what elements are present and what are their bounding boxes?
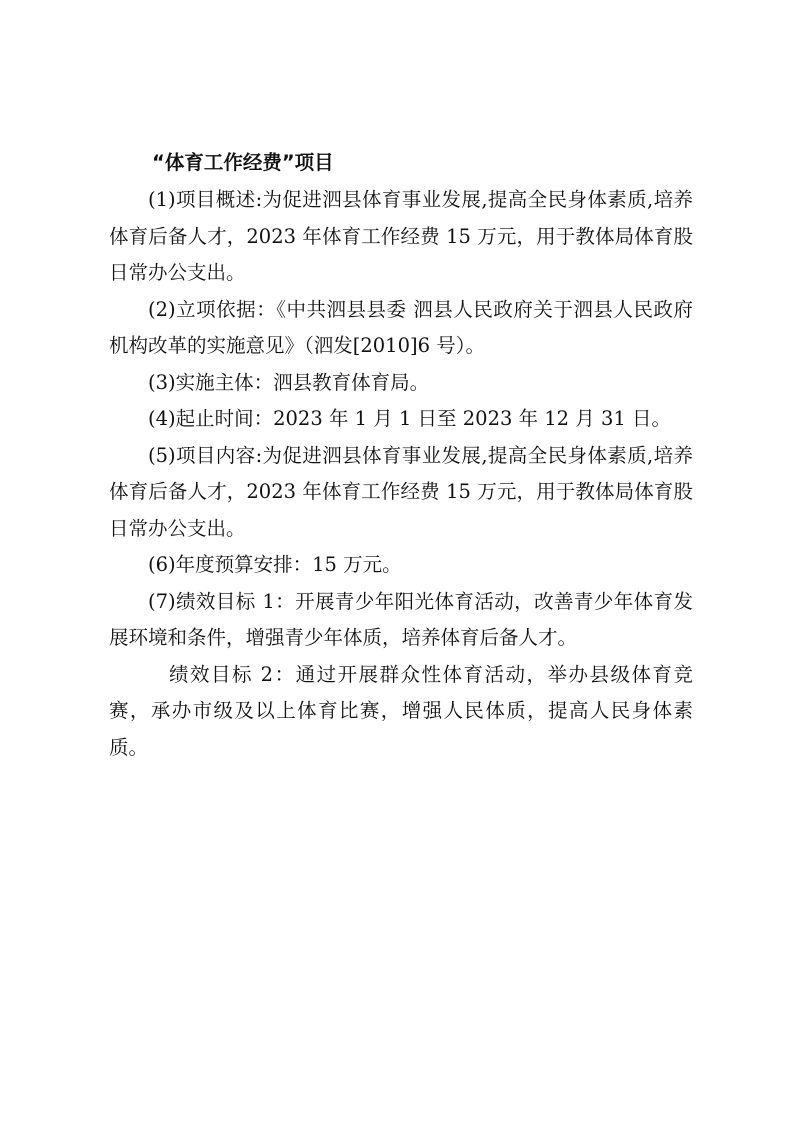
paragraph-budget: (6)年度预算安排：15 万元。 xyxy=(148,553,402,576)
project-title: “体育工作经费”项目 xyxy=(152,151,334,174)
paragraph-basis: (2)立项依据：《中共泗县县委 泗县人民政府关于泗县人民政府机构改革的实施意见》（泗发[2010]6 号）。 xyxy=(109,297,693,357)
paragraph-goal-1: (7)绩效目标 1：开展青少年阳光体育活动，改善青少年体育发展环境和条件，增强青少年体质，培养体育后备人才。 xyxy=(109,589,693,649)
paragraph-overview: (1)项目概述:为促进泗县体育事业发展,提高全民身体素质,培养体育后备人才，2023 年体育工作经费 15 万元，用于教体局体育股日常办公支出。 xyxy=(109,188,693,284)
paragraph-goal-2: 绩效目标 2：通过开展群众性体育活动，举办县级体育竞赛，承办市级及以上体育比赛，增强人民体质，提高人民身体素质。 xyxy=(109,662,693,759)
document-body xyxy=(109,148,693,766)
paragraph-implementer: (3)实施主体：泗县教育体育局。 xyxy=(148,370,430,394)
paragraph-period: (4)起止时间：2023 年 1 月 1 日至 2023 年 12 月 31 日。 xyxy=(148,407,671,430)
paragraph-content: (5)项目内容:为促进泗县体育事业发展,提高全民身体素质,培养体育后备人才，2023 年体育工作经费 15 万元，用于教体局体育股日常办公支出。 xyxy=(109,443,693,540)
